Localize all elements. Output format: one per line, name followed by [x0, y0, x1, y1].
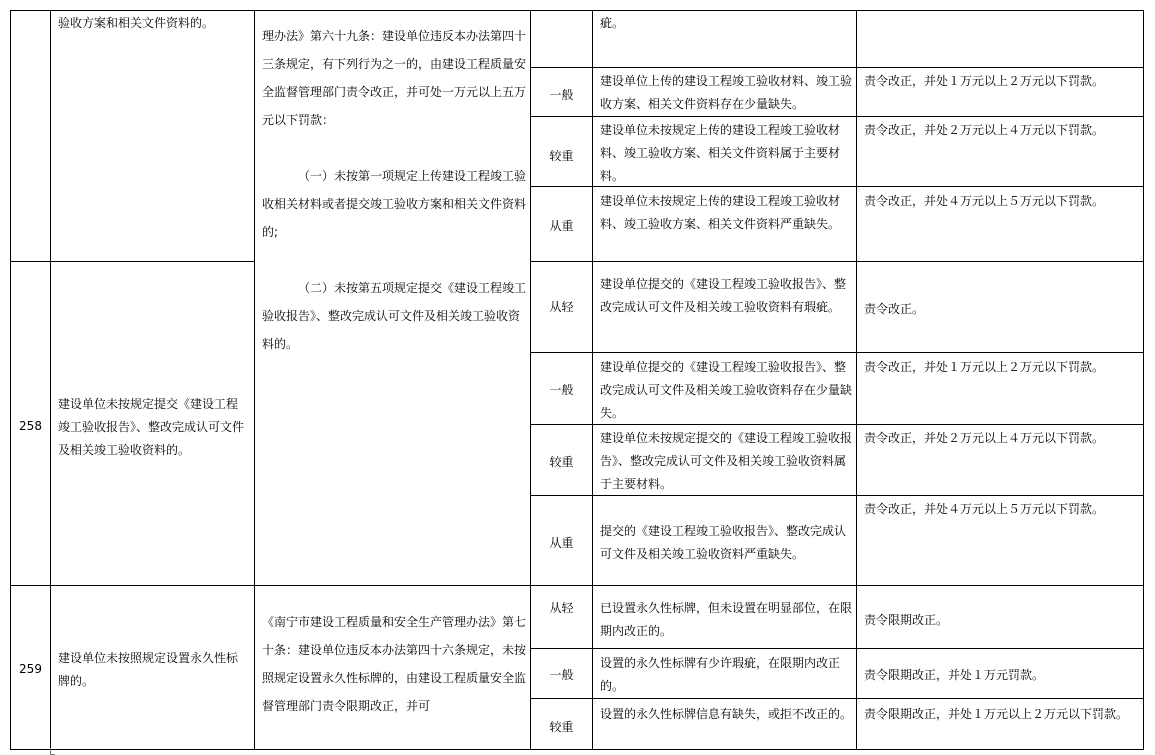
item-cell: 建设单位未按规定提交《建设工程竣工验收报告》、整改完成认可文件及相关竣工验收资料的。: [58, 397, 245, 457]
level-cell: 从轻: [549, 300, 574, 314]
level-cell: 从重: [549, 536, 574, 550]
row-number: 258: [19, 419, 42, 433]
grid-line: [10, 749, 1144, 750]
item-cell: 建设单位未按照规定设置永久性标牌的。: [58, 651, 239, 688]
item-cell: 验收方案和相关文件资料的。: [58, 16, 215, 30]
law-paragraph: 理办法》第六十九条：建设单位违反本办法第四十三条规定，有下列行为之一的，由建设工程质量安全监督管理部门责令改正，并可处一万元以上五万元以下罚款：: [262, 29, 527, 127]
circumstance-cell: 提交的《建设工程竣工验收报告》、整改完成认可文件及相关竣工验收资料严重缺失。: [600, 524, 847, 561]
law-cell: 《南宁市建设工程质量和安全生产管理办法》第七十条：建设单位违反本办法第四十六条规定，未按照规定设置永久性标牌的，由建设工程质量安全监督管理部门责令限期改正，并可: [262, 615, 527, 713]
grid-line: [50, 10, 51, 750]
circumstance-cell: 建设单位未按规定上传的建设工程竣工验收材料、竣工验收方案、相关文件资料严重缺失。: [600, 194, 841, 231]
row-number: 259: [19, 662, 42, 676]
grid-line: [530, 698, 1144, 699]
circumstance-cell: 建设单位提交的《建设工程竣工验收报告》、整改完成认可文件及相关竣工验收资料存在少量缺失。: [600, 360, 853, 420]
circumstance-cell: 建设单位未按规定上传的建设工程竣工验收材料、竣工验收方案、相关文件资料属于主要材料。: [600, 123, 841, 183]
penalty-cell: 责令改正，并处１万元以上２万元以下罚款。: [864, 74, 1105, 88]
circumstance-cell: 设置的永久性标牌有少许瑕疵，在限期内改正的。: [600, 656, 841, 693]
penalty-cell: 责令限期改正。: [864, 613, 949, 627]
level-cell: 较重: [549, 149, 574, 163]
grid-line: [254, 10, 255, 750]
level-cell: 一般: [549, 88, 574, 102]
grid-line: [10, 585, 1144, 586]
penalty-cell: 责令改正，并处２万元以上４万元以下罚款。: [864, 431, 1105, 445]
paragraph-mark: [50, 748, 55, 755]
penalty-cell: 责令改正，并处１万元以上２万元以下罚款。: [864, 360, 1105, 374]
circumstance-cell: 已设置永久性标牌，但未设置在明显部位，在限期内改正的。: [600, 601, 853, 638]
penalty-cell: 责令限期改正，并处１万元以上２万元以下罚款。: [864, 707, 1129, 721]
grid-line: [10, 10, 11, 750]
level-cell: 从重: [549, 219, 574, 233]
level-cell: 一般: [549, 383, 574, 397]
penalty-cell: 责令改正，并处２万元以上４万元以下罚款。: [864, 123, 1105, 137]
grid-line: [592, 10, 593, 750]
circumstance-cell: 建设单位上传的建设工程竣工验收材料、竣工验收方案、相关文件资料存在少量缺失。: [600, 74, 853, 111]
level-cell: 较重: [549, 455, 574, 469]
penalty-cell: 责令限期改正，并处１万元罚款。: [864, 668, 1045, 682]
penalty-cell: 责令改正。: [864, 302, 925, 316]
grid-line: [530, 261, 1144, 262]
penalty-cell: 责令改正，并处４万元以上５万元以下罚款。: [864, 502, 1105, 516]
circumstance-cell: 建设单位提交的《建设工程竣工验收报告》、整改完成认可文件及相关竣工验收资料有瑕疵。: [600, 277, 847, 314]
grid-line: [530, 67, 1144, 68]
circumstance-cell: 建设单位未按规定提交的《建设工程竣工验收报告》、整改完成认可文件及相关竣工验收资料属于主要材料。: [600, 431, 853, 491]
level-cell: 较重: [549, 720, 574, 734]
penalty-cell: 责令改正，并处４万元以上５万元以下罚款。: [864, 194, 1105, 208]
circumstance-cell: 设置的永久性标牌信息有缺失，或拒不改正的。: [600, 707, 853, 721]
law-paragraph: （一）未按第一项规定上传建设工程竣工验收相关材料或者提交竣工验收方案和相关文件资料的;: [262, 169, 527, 239]
law-cell: [262, 22, 526, 358]
grid-line: [530, 648, 1144, 649]
law-paragraph: （二）未按第五项规定提交《建设工程竣工验收报告》、整改完成认可文件及相关竣工验收资料的。: [262, 281, 527, 351]
grid-line: [10, 261, 254, 262]
grid-line: [10, 10, 1144, 11]
circumstance-cell: 疵。: [600, 16, 625, 30]
grid-line: [530, 352, 1144, 353]
level-cell: 从轻: [549, 601, 574, 615]
grid-line: [1143, 10, 1144, 750]
level-cell: 一般: [549, 668, 574, 682]
grid-line: [530, 116, 1144, 117]
grid-line: [856, 10, 857, 750]
